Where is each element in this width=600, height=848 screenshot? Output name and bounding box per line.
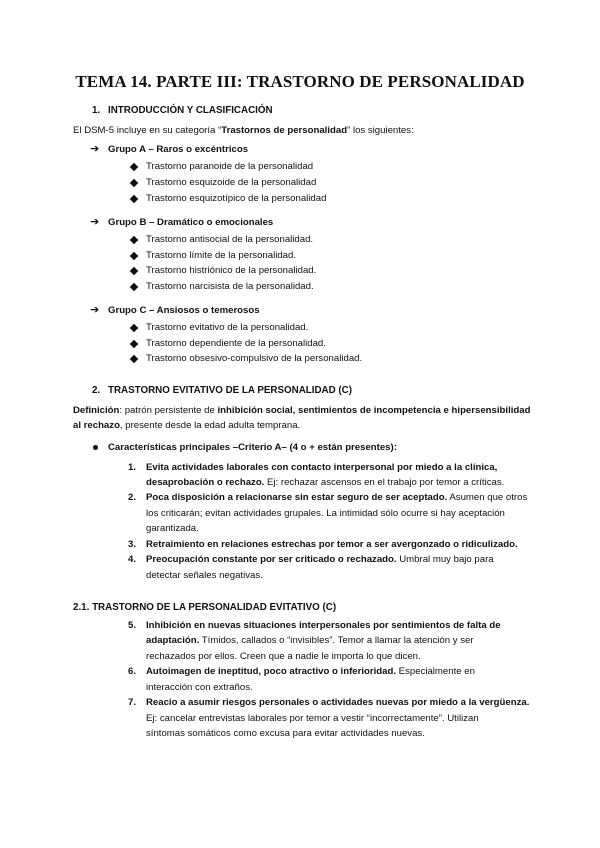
list-item: Trastorno evitativo de la personalidad. — [146, 322, 309, 333]
group-c-label: Grupo C – Ansiosos o temerosos — [108, 305, 260, 316]
diamond-bullet-icon — [130, 355, 138, 363]
definition-line-2: al rechazo, presente desde la edad adulta temprana. — [73, 420, 301, 431]
item-text: Retraimiento en relaciones estrechas por temor a ser avergonzado o ridiculizado. — [146, 539, 518, 550]
group-a-label: Grupo A – Raros o excéntricos — [108, 144, 249, 155]
item-number: 4. — [128, 554, 137, 565]
item-text: Preocupación constante por ser criticado o rechazado. Umbral muy bajo para — [146, 554, 494, 565]
item-number: 7. — [128, 697, 137, 708]
diamond-bullet-icon — [130, 236, 138, 244]
item-text: Autoimagen de ineptitud, poco atractivo o inferioridad. Especialmente en — [146, 666, 475, 677]
item-text: los criticarán; evitan actividades grupales. La intimidad sólo ocurre si hay aceptación — [146, 508, 505, 519]
list-item: Trastorno esquizotípico de la personalidad — [146, 193, 327, 204]
list-item: Trastorno histriónico de la personalidad. — [146, 265, 317, 276]
list-item: Trastorno narcisista de la personalidad. — [146, 281, 314, 292]
item-number: 2. — [128, 492, 137, 503]
item-text: detectar señales negativas. — [146, 570, 263, 581]
section-2-number: 2. — [92, 385, 101, 396]
page-title: TEMA 14. PARTE III: TRASTORNO DE PERSONALIDAD — [75, 72, 525, 91]
item-text: Poca disposición a relacionarse sin estar seguro de ser aceptado. Asumen que otros — [146, 492, 528, 503]
item-number: 3. — [128, 539, 137, 550]
diamond-bullet-icon — [130, 267, 138, 275]
criteria-heading: Características principales –Criterio A– (4 o + están presentes): — [108, 442, 397, 453]
item-number: 6. — [128, 666, 137, 677]
list-item: Trastorno antisocial de la personalidad. — [146, 234, 314, 245]
item-text: desaprobación o rechazo. Ej: rechazar ascensos en el trabajo por temor a críticas. — [146, 477, 505, 488]
item-number: 1. — [128, 462, 137, 473]
item-text: garantizada. — [146, 523, 199, 534]
diamond-bullet-icon — [130, 340, 138, 348]
item-text: síntomas somáticos como excusa para evitar actividades nuevas. — [146, 728, 425, 739]
list-item: Trastorno esquizoide de la personalidad — [146, 177, 317, 188]
diamond-bullet-icon — [130, 163, 138, 171]
section-2-heading: TRASTORNO EVITATIVO DE LA PERSONALIDAD (C) — [108, 385, 353, 396]
section-1-intro: El DSM-5 incluye en su categoría “Trastornos de personalidad” los siguientes: — [73, 125, 414, 136]
list-item: Trastorno obsesivo-compulsivo de la personalidad. — [146, 353, 363, 364]
list-item: Trastorno paranoide de la personalidad — [146, 161, 314, 172]
item-text: Reacio a asumir riesgos personales o actividades nuevas por miedo a la vergüenza. — [146, 697, 530, 708]
list-item: Trastorno límite de la personalidad. — [146, 250, 297, 261]
section-1-heading: INTRODUCCIÓN Y CLASIFICACIÓN — [108, 105, 273, 116]
arrow-icon: ➔ — [90, 215, 100, 228]
list-item: Trastorno dependiente de la personalidad. — [146, 338, 326, 349]
round-bullet-icon — [93, 445, 98, 450]
diamond-bullet-icon — [130, 283, 138, 291]
diamond-bullet-icon — [130, 179, 138, 187]
arrow-icon: ➔ — [90, 303, 100, 316]
item-text: interacción con extraños. — [146, 682, 253, 693]
section-2-1-heading: 2.1. TRASTORNO DE LA PERSONALIDAD EVITATIVO (C) — [73, 602, 337, 613]
item-text: Evita actividades laborales con contacto interpersonal por miedo a la clínica, — [146, 462, 498, 473]
item-text: Ej: cancelar entrevistas laborales por temor a vestir “incorrectamente”. Utilizan — [146, 713, 479, 724]
definition-line-1: Definición: patrón persistente de inhibición social, sentimientos de incompetencia e hipersensibilidad — [73, 405, 531, 416]
group-b-label: Grupo B – Dramático o emocionales — [108, 217, 274, 228]
section-1-number: 1. — [92, 105, 101, 116]
diamond-bullet-icon — [130, 324, 138, 332]
diamond-bullet-icon — [130, 252, 138, 260]
diamond-bullet-icon — [130, 195, 138, 203]
item-text: Inhibición en nuevas situaciones interpersonales por sentimientos de falta de — [146, 620, 501, 631]
item-text: rechazados por ellos. Creen que a nadie le importa lo que dicen. — [146, 651, 421, 662]
arrow-icon: ➔ — [90, 142, 100, 155]
item-text: adaptación. Tímidos, callados o “invisibles”. Temor a llamar la atención y ser — [146, 635, 474, 646]
item-number: 5. — [128, 620, 137, 631]
